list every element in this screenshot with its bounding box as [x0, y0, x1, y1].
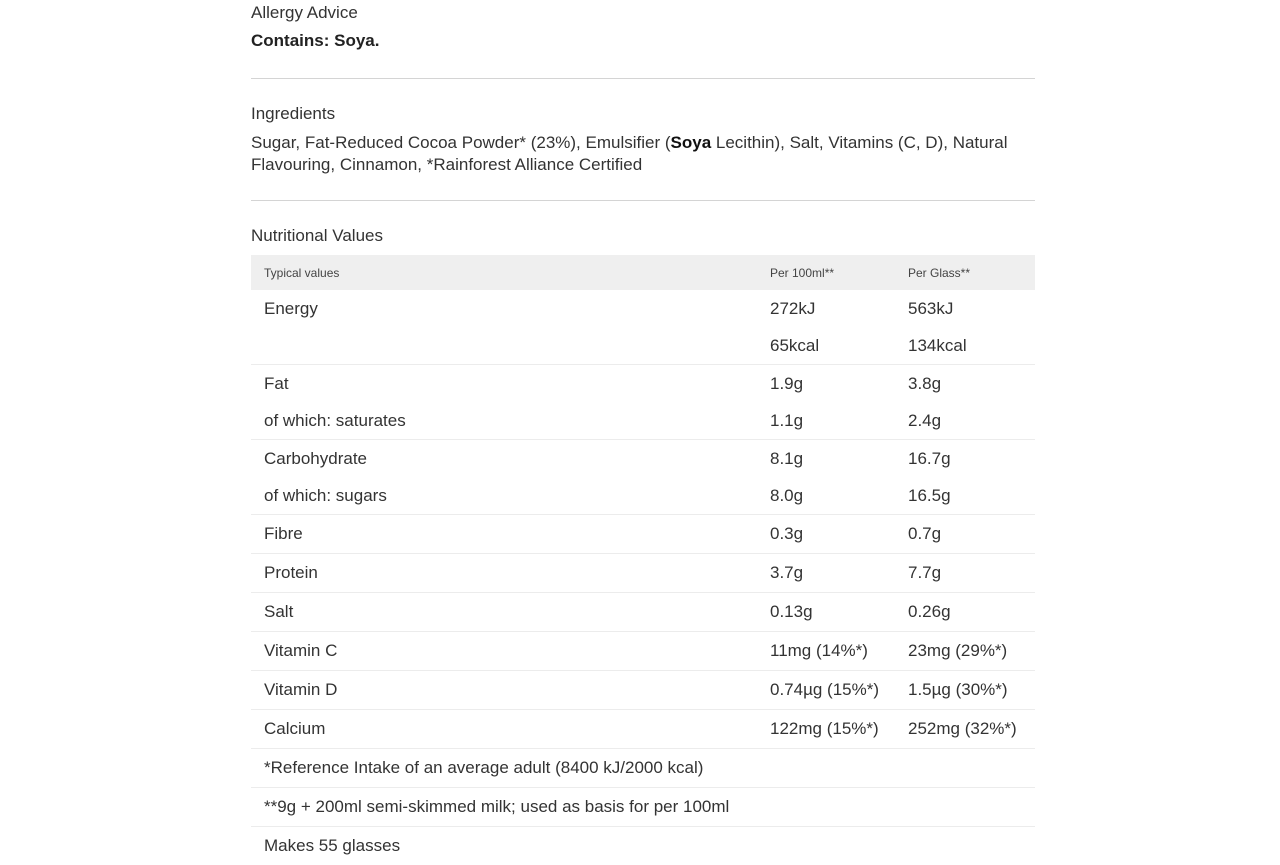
header-typical-values: Typical values	[251, 255, 758, 290]
reference-intake-note: *Reference Intake of an average adult (8400 kJ/2000 kcal)	[251, 749, 1035, 788]
value-per-100ml: 11mg (14%*)	[758, 632, 896, 671]
table-row	[251, 440, 1035, 478]
value-per-100ml: 0.74µg (15%*)	[758, 671, 896, 710]
value-per-100ml: 3.7g	[758, 554, 896, 593]
table-row	[251, 710, 1035, 749]
table-row	[251, 671, 1035, 710]
value-per-glass: 1.5µg (30%*)	[896, 671, 1035, 710]
table-note-row	[251, 827, 1035, 865]
value-per-glass: 7.7g	[896, 554, 1035, 593]
ingredients-allergen: Soya	[671, 133, 712, 152]
allergy-advice-heading: Allergy Advice	[251, 2, 358, 24]
table-row	[251, 327, 1035, 365]
value-per-glass: 16.7g	[896, 440, 1035, 478]
ingredients-text-end: Lecithin), Salt, Vitamins (C, D), Natural Flavouring, Cinnamon, *Rainforest Alliance Certified	[251, 133, 1008, 174]
header-per-glass: Per Glass**	[896, 255, 1035, 290]
nutrient-name: Fat	[251, 365, 758, 403]
table-row	[251, 593, 1035, 632]
nutrition-header-row	[251, 255, 1035, 290]
value-per-100ml: 0.13g	[758, 593, 896, 632]
nutrient-name: Protein	[251, 554, 758, 593]
ingredients-text-start: Sugar, Fat-Reduced Cocoa Powder* (23%), Emulsifier (	[251, 133, 671, 152]
header-per-100ml: Per 100ml**	[758, 255, 896, 290]
nutrient-name: Salt	[251, 593, 758, 632]
nutrient-name: Calcium	[251, 710, 758, 749]
ingredients-heading: Ingredients	[251, 103, 335, 125]
nutrient-name	[251, 327, 758, 365]
servings-note: Makes 55 glasses	[251, 827, 1035, 865]
nutrient-name: of which: sugars	[251, 477, 758, 515]
nutrient-name: Fibre	[251, 515, 758, 554]
table-row	[251, 290, 1035, 327]
value-per-glass: 3.8g	[896, 365, 1035, 403]
value-per-100ml: 0.3g	[758, 515, 896, 554]
table-note-row	[251, 749, 1035, 788]
value-per-glass: 0.7g	[896, 515, 1035, 554]
value-per-100ml: 122mg (15%*)	[758, 710, 896, 749]
table-row	[251, 477, 1035, 515]
nutrition-table	[251, 255, 1035, 865]
value-per-glass: 2.4g	[896, 402, 1035, 440]
table-row	[251, 365, 1035, 403]
value-per-glass: 134kcal	[896, 327, 1035, 365]
nutrient-name: of which: saturates	[251, 402, 758, 440]
value-per-glass: 16.5g	[896, 477, 1035, 515]
nutrient-name: Vitamin D	[251, 671, 758, 710]
nutrient-name: Energy	[251, 290, 758, 327]
table-row	[251, 554, 1035, 593]
table-row	[251, 632, 1035, 671]
divider	[251, 200, 1035, 201]
value-per-glass: 0.26g	[896, 593, 1035, 632]
value-per-glass: 252mg (32%*)	[896, 710, 1035, 749]
value-per-100ml: 1.9g	[758, 365, 896, 403]
value-per-glass: 563kJ	[896, 290, 1035, 327]
nutritional-values-heading: Nutritional Values	[251, 225, 383, 247]
value-per-100ml: 272kJ	[758, 290, 896, 327]
value-per-glass: 23mg (29%*)	[896, 632, 1035, 671]
divider	[251, 78, 1035, 79]
nutrient-name: Carbohydrate	[251, 440, 758, 478]
allergy-advice-value: Contains: Soya.	[251, 31, 379, 51]
value-per-100ml: 8.0g	[758, 477, 896, 515]
value-per-100ml: 65kcal	[758, 327, 896, 365]
value-per-100ml: 1.1g	[758, 402, 896, 440]
table-note-row	[251, 788, 1035, 827]
ingredients-text	[251, 132, 1041, 176]
table-row	[251, 515, 1035, 554]
nutrient-name: Vitamin C	[251, 632, 758, 671]
preparation-note: **9g + 200ml semi-skimmed milk; used as basis for per 100ml	[251, 788, 1035, 827]
table-row	[251, 402, 1035, 440]
value-per-100ml: 8.1g	[758, 440, 896, 478]
